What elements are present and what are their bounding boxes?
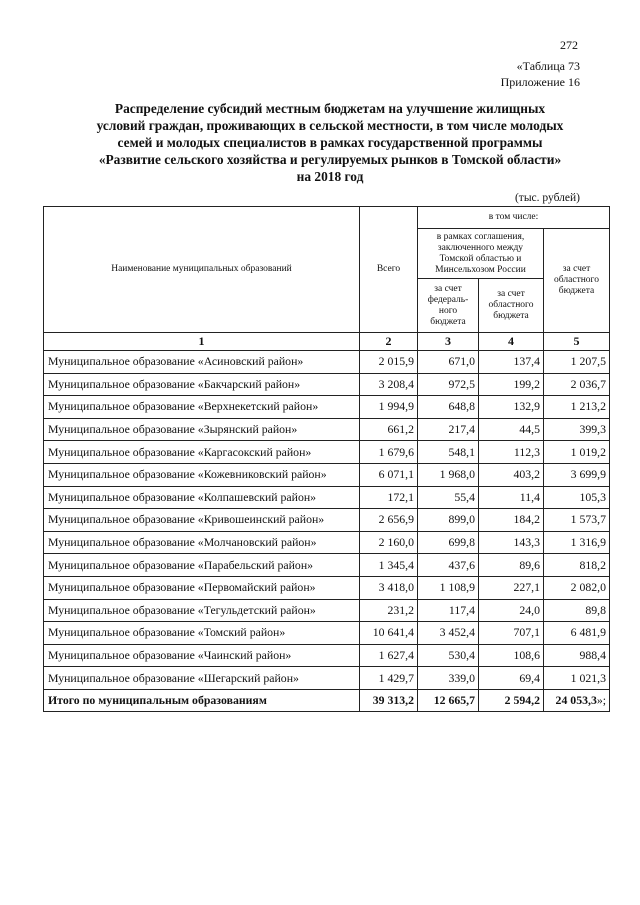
table-row <box>44 441 610 464</box>
regional-cell: 988,4 <box>544 644 610 667</box>
column-number: 2 <box>360 333 418 351</box>
closing-quote: »; <box>596 692 607 707</box>
table-row <box>44 463 610 486</box>
appendix-label: Приложение 16 <box>500 75 580 89</box>
total-row <box>44 689 610 711</box>
regional-agreement-cell: 707,1 <box>479 622 544 645</box>
total-cell: 3 418,0 <box>360 576 418 599</box>
federal-cell: 548,1 <box>418 441 479 464</box>
table-row <box>44 373 610 396</box>
regional-cell: 1 316,9 <box>544 531 610 554</box>
federal-cell: 899,0 <box>418 509 479 532</box>
title-line: условий граждан, проживающих в сельской местности, в том числе молодых <box>96 118 564 133</box>
regional-agreement-cell: 132,9 <box>479 396 544 419</box>
table-row <box>44 418 610 441</box>
header-regional-sub: за счет областного бюджета <box>479 279 544 333</box>
total-regional-agreement-cell: 2 594,2 <box>479 689 544 711</box>
total-cell: 172,1 <box>360 486 418 509</box>
total-regional-value: 24 053,3 <box>555 692 597 707</box>
regional-agreement-cell: 108,6 <box>479 644 544 667</box>
total-regional-cell <box>544 689 610 711</box>
table-reference <box>501 58 580 90</box>
total-cell: 2 160,0 <box>360 531 418 554</box>
title-line: Распределение субсидий местным бюджетам на улучшение жилищных <box>114 101 546 116</box>
header-federal: за счет федераль-ного бюджета <box>418 279 479 333</box>
units-label: (тыс. рублей) <box>514 192 580 204</box>
header-including: в том числе: <box>418 207 610 229</box>
table-row <box>44 667 610 690</box>
table-row <box>44 622 610 645</box>
municipality-name: Муниципальное образование «Чаинский район» <box>44 644 360 667</box>
federal-cell: 648,8 <box>418 396 479 419</box>
total-cell: 231,2 <box>360 599 418 622</box>
column-number: 4 <box>479 333 544 351</box>
total-row-label: Итого по муниципальным образованиям <box>44 689 360 711</box>
column-number: 5 <box>544 333 610 351</box>
municipality-name: Муниципальное образование «Каргасокский район» <box>44 441 360 464</box>
table-label: «Таблица 73 <box>516 59 580 73</box>
federal-cell: 117,4 <box>418 599 479 622</box>
regional-agreement-cell: 24,0 <box>479 599 544 622</box>
table-row <box>44 351 610 374</box>
total-cell: 1 429,7 <box>360 667 418 690</box>
federal-cell: 1 108,9 <box>418 576 479 599</box>
regional-agreement-cell: 44,5 <box>479 418 544 441</box>
federal-cell: 339,0 <box>418 667 479 690</box>
regional-agreement-cell: 184,2 <box>479 509 544 532</box>
federal-cell: 3 452,4 <box>418 622 479 645</box>
regional-cell: 1 021,3 <box>544 667 610 690</box>
regional-agreement-cell: 69,4 <box>479 667 544 690</box>
federal-cell: 972,5 <box>418 373 479 396</box>
regional-cell: 105,3 <box>544 486 610 509</box>
regional-agreement-cell: 403,2 <box>479 463 544 486</box>
municipality-name: Муниципальное образование «Тегульдетский район» <box>44 599 360 622</box>
header-name: Наименование муниципальных образований <box>44 207 360 333</box>
total-cell: 6 071,1 <box>360 463 418 486</box>
federal-cell: 437,6 <box>418 554 479 577</box>
grand-total-cell: 39 313,2 <box>360 689 418 711</box>
regional-cell: 399,3 <box>544 418 610 441</box>
table-row <box>44 644 610 667</box>
title-line: семей и молодых специалистов в рамках государственной программы <box>117 135 543 150</box>
table-row <box>44 486 610 509</box>
regional-agreement-cell: 89,6 <box>479 554 544 577</box>
page-number: 272 <box>560 38 578 52</box>
municipality-name: Муниципальное образование «Кожевниковский район» <box>44 463 360 486</box>
table-row <box>44 531 610 554</box>
municipality-name: Муниципальное образование «Парабельский район» <box>44 554 360 577</box>
municipality-name: Муниципальное образование «Зырянский район» <box>44 418 360 441</box>
total-cell: 1 627,4 <box>360 644 418 667</box>
regional-agreement-cell: 112,3 <box>479 441 544 464</box>
total-cell: 2 656,9 <box>360 509 418 532</box>
regional-cell: 3 699,9 <box>544 463 610 486</box>
regional-cell: 6 481,9 <box>544 622 610 645</box>
table-row <box>44 599 610 622</box>
regional-cell: 1 019,2 <box>544 441 610 464</box>
regional-agreement-cell: 143,3 <box>479 531 544 554</box>
federal-cell: 699,8 <box>418 531 479 554</box>
column-number: 1 <box>44 333 360 351</box>
table-row <box>44 396 610 419</box>
municipality-name: Муниципальное образование «Асиновский район» <box>44 351 360 374</box>
federal-cell: 55,4 <box>418 486 479 509</box>
total-cell: 10 641,4 <box>360 622 418 645</box>
regional-cell: 1 207,5 <box>544 351 610 374</box>
municipality-name: Муниципальное образование «Молчановский район» <box>44 531 360 554</box>
regional-cell: 1 573,7 <box>544 509 610 532</box>
federal-cell: 671,0 <box>418 351 479 374</box>
municipality-name: Муниципальное образование «Первомайский район» <box>44 576 360 599</box>
regional-cell: 818,2 <box>544 554 610 577</box>
municipality-name: Муниципальное образование «Верхнекетский район» <box>44 396 360 419</box>
regional-agreement-cell: 11,4 <box>479 486 544 509</box>
regional-cell: 1 213,2 <box>544 396 610 419</box>
municipality-name: Муниципальное образование «Колпашевский район» <box>44 486 360 509</box>
regional-cell: 2 082,0 <box>544 576 610 599</box>
title-line: на 2018 год <box>296 169 364 184</box>
municipality-name: Муниципальное образование «Кривошеинский район» <box>44 509 360 532</box>
regional-agreement-cell: 137,4 <box>479 351 544 374</box>
regional-cell: 89,8 <box>544 599 610 622</box>
subsidy-table <box>43 206 610 712</box>
total-cell: 661,2 <box>360 418 418 441</box>
regional-cell: 2 036,7 <box>544 373 610 396</box>
regional-agreement-cell: 227,1 <box>479 576 544 599</box>
total-cell: 2 015,9 <box>360 351 418 374</box>
federal-cell: 217,4 <box>418 418 479 441</box>
document-title <box>60 100 600 185</box>
title-line: «Развитие сельского хозяйства и регулируемых рынков в Томской области» <box>98 152 562 167</box>
column-number-row <box>44 333 610 351</box>
total-federal-cell: 12 665,7 <box>418 689 479 711</box>
total-cell: 1 345,4 <box>360 554 418 577</box>
total-cell: 1 994,9 <box>360 396 418 419</box>
municipality-name: Муниципальное образование «Бакчарский район» <box>44 373 360 396</box>
column-number: 3 <box>418 333 479 351</box>
federal-cell: 1 968,0 <box>418 463 479 486</box>
municipality-name: Муниципальное образование «Томский район» <box>44 622 360 645</box>
header-regional-budget: за счет областного бюджета <box>544 229 610 333</box>
municipality-name: Муниципальное образование «Шегарский район» <box>44 667 360 690</box>
table-row <box>44 509 610 532</box>
table-row <box>44 576 610 599</box>
regional-agreement-cell: 199,2 <box>479 373 544 396</box>
total-cell: 1 679,6 <box>360 441 418 464</box>
total-cell: 3 208,4 <box>360 373 418 396</box>
table-row <box>44 554 610 577</box>
header-agreement: в рамках соглашения, заключенного между Томской областью и Минсельхозом России <box>418 229 544 279</box>
header-total: Всего <box>360 207 418 333</box>
federal-cell: 530,4 <box>418 644 479 667</box>
